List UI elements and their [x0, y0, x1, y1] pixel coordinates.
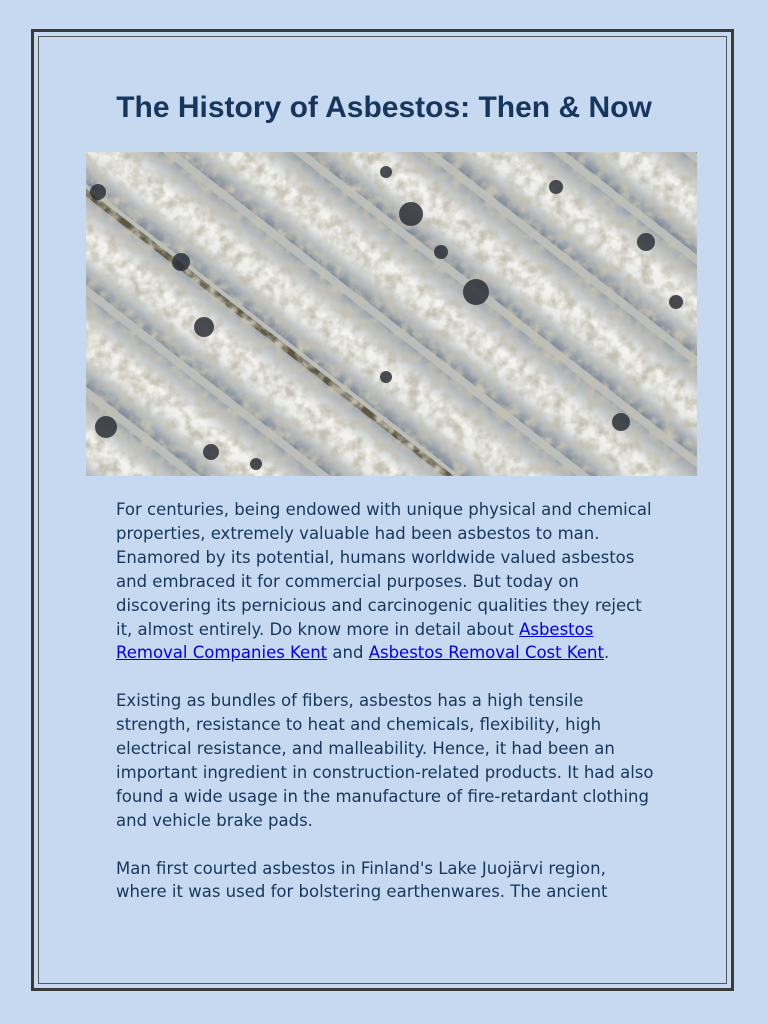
paragraph-intro: [116, 498, 661, 665]
paragraph-intro-conjunction: and: [327, 643, 369, 663]
asbestos-roof-photo: [86, 152, 697, 476]
asbestos-removal-companies-link[interactable]: Asbestos Removal Companies Kent: [116, 619, 594, 663]
paragraph-properties: Existing as bundles of fibers, asbestos has a high tensile strength, resistance to heat and chemicals, flexibility, high electrical resistance, and malleability. Hence, it had been an important ingredient in construction-related products. It had also found a wide usage in the manufacture of fire-retardant clothing and vehicle brake pads.: [116, 691, 654, 830]
paragraph-intro-end: .: [603, 643, 610, 663]
paragraph-origins: Man first courted asbestos in Finland's Lake Juojärvi region, where it was used for bolstering earthenwares. The ancient: [116, 858, 608, 902]
document-title: The History of Asbestos: Then & Now: [116, 91, 652, 124]
asbestos-removal-cost-link[interactable]: Asbestos Removal Cost Kent: [368, 643, 604, 663]
paragraph-intro-text: For centuries, being endowed with unique physical and chemical properties, extremely valuable had been asbestos to man. Enamored by its potential, humans worldwide valued asbestos and embraced it for commercial purposes. But today on discovering its pernicious and carcinogenic qualities they reject it, almost entirely. Do know more in detail about: [116, 500, 652, 639]
document-body: [116, 498, 661, 928]
